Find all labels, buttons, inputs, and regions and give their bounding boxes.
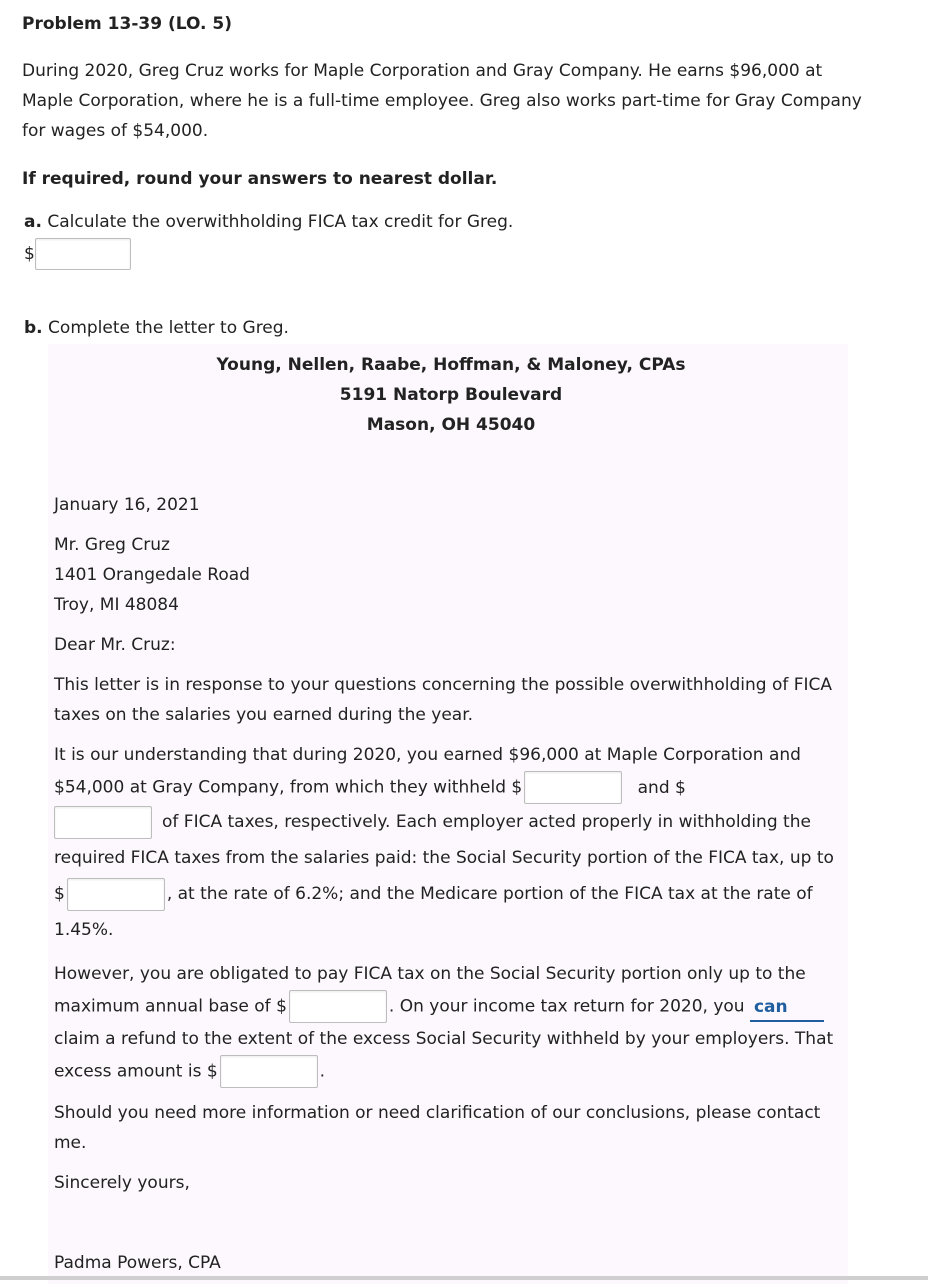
p2-text-d: , at the rate of 6.2%; and the Medicare portion of the FICA tax at the rate of 1.45%. bbox=[54, 884, 813, 940]
letter-paragraph-3 bbox=[54, 958, 848, 1088]
ss-wage-base-input[interactable] bbox=[67, 878, 165, 911]
maple-fica-withheld-input[interactable] bbox=[524, 771, 622, 804]
part-a bbox=[22, 208, 902, 270]
part-a-label: a. bbox=[24, 212, 42, 232]
firm-city: Mason, OH 45040 bbox=[366, 415, 536, 435]
p3-text-d: . bbox=[319, 1061, 326, 1082]
closing: Sincerely yours, bbox=[54, 1173, 190, 1193]
excess-amount-input[interactable] bbox=[220, 1055, 318, 1088]
gray-fica-withheld-input[interactable] bbox=[54, 806, 152, 839]
firm-name: Young, Nellen, Raabe, Hoffman, & Maloney, CPAs bbox=[216, 355, 686, 375]
rounding-instruction: If required, round your answers to nearest dollar. bbox=[22, 169, 498, 189]
p3-text-a: However, you are obligated to pay FICA tax on the Social Security portion only up to the maximum annual base of $ bbox=[54, 964, 806, 1017]
p3-text-b: . On your income tax return for 2020, you bbox=[388, 996, 745, 1017]
part-b-label: b. bbox=[24, 318, 43, 338]
letter-date: January 16, 2021 bbox=[54, 495, 200, 515]
part-a-answer-input[interactable] bbox=[35, 238, 131, 270]
bottom-scroll-edge bbox=[0, 1276, 928, 1280]
part-a-question: Calculate the overwithholding FICA tax credit for Greg. bbox=[47, 212, 514, 232]
letter-paragraph-2-cont bbox=[54, 804, 848, 948]
p2-text-c: of FICA taxes, respectively. Each employer acted properly in withholding the required FICA taxes from the salaries paid: the Social Security portion of the FICA tax, up to $ bbox=[54, 812, 834, 904]
can-cannot-select[interactable]: can bbox=[750, 994, 824, 1022]
letter-paragraph-4: Should you need more information or need clarification of our conclusions, please contact me. bbox=[54, 1103, 821, 1153]
p2-text-b: and $ bbox=[637, 777, 686, 798]
p2-text-a: It is our understanding that during 2020, you earned $96,000 at Maple Corporation and $54,000 at Gray Company, from which they withheld $ bbox=[54, 745, 801, 798]
signer: Padma Powers, CPA bbox=[54, 1253, 221, 1273]
p3-text-c: claim a refund to the extent of the excess Social Security withheld by your employers. That excess amount is $ bbox=[54, 1029, 834, 1082]
letter-paragraph-2 bbox=[54, 740, 848, 804]
salutation: Dear Mr. Cruz: bbox=[54, 635, 176, 655]
recipient-street: 1401 Orangedale Road bbox=[54, 565, 250, 585]
problem-title: Problem 13-39 (LO. 5) bbox=[22, 14, 233, 34]
part-b-question: Complete the letter to Greg. bbox=[48, 318, 289, 338]
part-a-dollar-sign: $ bbox=[24, 244, 35, 264]
recipient-city: Troy, MI 48084 bbox=[54, 595, 179, 615]
letter-paragraph-1: This letter is in response to your questions concerning the possible overwithholding of FICA taxes on the salaries you earned during the year. bbox=[54, 675, 833, 725]
letter-panel bbox=[48, 344, 848, 1284]
recipient-name: Mr. Greg Cruz bbox=[54, 535, 170, 555]
max-annual-base-input[interactable] bbox=[289, 990, 387, 1023]
firm-street: 5191 Natorp Boulevard bbox=[339, 385, 563, 405]
problem-intro: During 2020, Greg Cruz works for Maple Corporation and Gray Company. He earns $96,000 at Maple Corporation, where he is a full-time employee. Greg also works part-time for Gray Company for wages of $54,000. bbox=[22, 61, 862, 141]
problem-container bbox=[0, 0, 902, 342]
firm-header bbox=[54, 350, 848, 440]
part-b bbox=[22, 314, 902, 342]
